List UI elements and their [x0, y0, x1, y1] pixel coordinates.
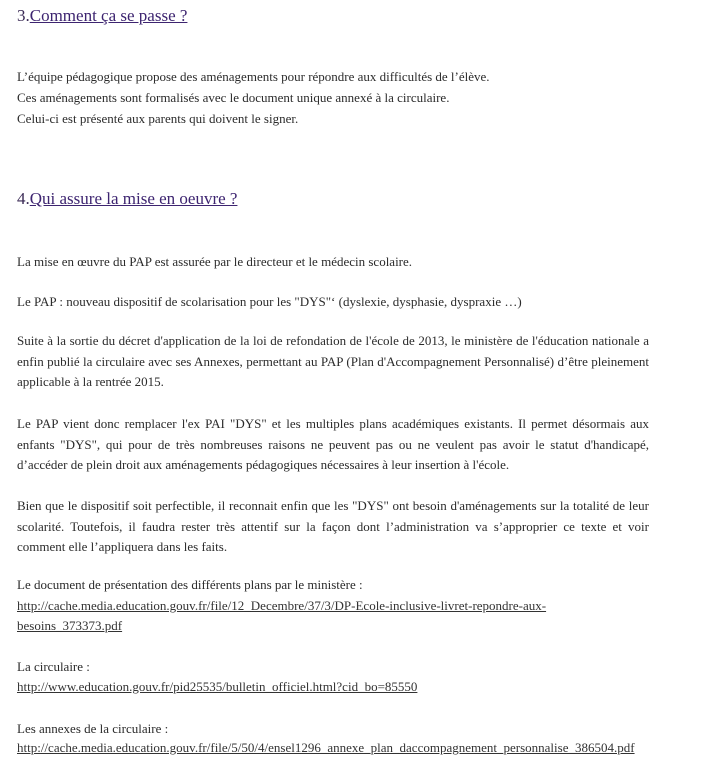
section-3-heading	[17, 6, 187, 26]
paragraph-remplacement-pai: Le PAP vient donc remplacer l'ex PAI "DYS" et les multiples plans académiques existants. Il permet désormais aux enfants "DYS", qui pour de très nombreuses raisons ne peuvent pas ou ne veulent pas avoir le statut d'handicapé, d’accéder de plein droit aux aménagements pédagogiques nécessaires à leur insertion à l'école.	[17, 416, 649, 472]
annexes-label: Les annexes de la circulaire :	[17, 721, 169, 736]
circulaire-label: La circulaire :	[17, 659, 90, 674]
section-3-line-1: L’équipe pédagogique propose des aménagements pour répondre aux difficultés de l’élève.	[17, 69, 490, 84]
paragraph-perfectible: Bien que le dispositif soit perfectible, il reconnait enfin que les "DYS" ont besoin d'aménagements sur la totalité de leur scolarité. Toutefois, il faudra rester très attentif sur la façon dont l’administration va s’approprier ce texte et voir comment elle l’appliquera dans les faits.	[17, 498, 649, 554]
paragraph-pap-dispositif: Le PAP : nouveau dispositif de scolarisation pour les "DYS"‘ (dyslexie, dysphasie, dyspraxie …)	[17, 294, 522, 309]
section-4-heading	[17, 189, 237, 209]
paragraph-decret: Suite à la sortie du décret d'application de la loi de refondation de l'école de 2013, le ministère de l'éducation nationale a enfin publié la circulaire avec ses Annexes, permettant au PAP (Plan d'Accompagnement Personnalisé) d’être pleinement applicable à la rentrée 2015.	[17, 333, 649, 389]
section-3-title: Comment ça se passe ?	[29, 6, 188, 25]
annexes-link[interactable]: http://cache.media.education.gouv.fr/file/5/50/4/ensel1296_annexe_plan_daccompagnement_personnalise_386504.pdf	[17, 740, 635, 755]
doc-presentation-link-line-1[interactable]: http://cache.media.education.gouv.fr/file/12_Decembre/37/3/DP-Ecole-inclusive-livret-repondre-aux-	[17, 598, 547, 613]
section-4-title: Qui assure la mise en oeuvre ?	[29, 189, 238, 208]
paragraph-pap-responsables: La mise en œuvre du PAP est assurée par le directeur et le médecin scolaire.	[17, 254, 413, 269]
section-4-number: 4.	[17, 189, 30, 208]
section-3-line-3: Celui-ci est présenté aux parents qui doivent le signer.	[17, 111, 299, 126]
doc-presentation-link-line-2[interactable]: besoins_373373.pdf	[17, 618, 123, 633]
section-3-number: 3.	[17, 6, 30, 25]
doc-presentation-label: Le document de présentation des différents plans par le ministère :	[17, 577, 363, 592]
circulaire-link[interactable]: http://www.education.gouv.fr/pid25535/bulletin_officiel.html?cid_bo=85550	[17, 679, 418, 694]
section-3-line-2: Ces aménagements sont formalisés avec le document unique annexé à la circulaire.	[17, 90, 450, 105]
